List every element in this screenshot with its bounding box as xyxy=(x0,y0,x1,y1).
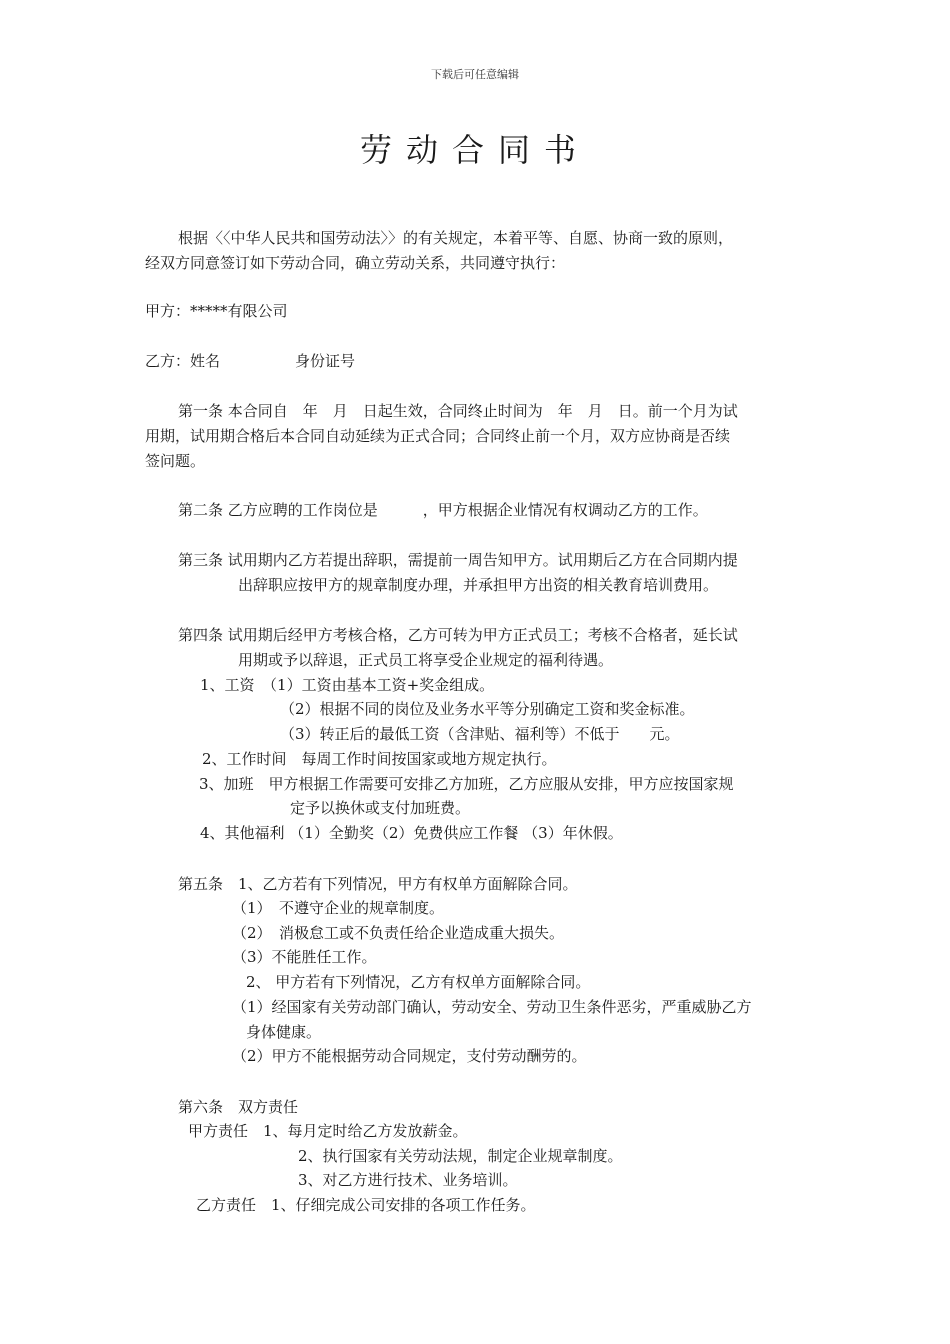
text-line: 出辞职应按甲方的规章制度办理，并承担甲方出资的相关教育培训费用。 xyxy=(238,576,719,594)
text-line: 根据〈〈中华人民共和国劳动法〉〉的有关规定，本着平等、自愿、协商一致的原则， xyxy=(178,229,734,247)
text-line: （2） 消极怠工或不负责任给企业造成重大损失。 xyxy=(232,924,565,942)
text-line: 定予以换休或支付加班费。 xyxy=(290,799,471,817)
page-header: 下载后可任意编辑 xyxy=(431,68,519,81)
text-line: 4、其他福利 （1）全勤奖（2）免费供应工作餐 （3）年休假。 xyxy=(200,824,623,842)
text-line: 甲方：*****有限公司 xyxy=(145,302,288,320)
text-line: 1、工资 （1）工资由基本工资+奖金组成。 xyxy=(200,676,495,694)
text-line: 第三条 试用期内乙方若提出辞职，需提前一周告知甲方。试用期后乙方在合同期内提 xyxy=(178,551,738,569)
text-line: 2、执行国家有关劳动法规，制定企业规章制度。 xyxy=(298,1147,623,1165)
text-line: 用期或予以辞退，正式员工将享受企业规定的福利待遇。 xyxy=(238,651,614,669)
text-line: （1） 不遵守企业的规章制度。 xyxy=(232,899,445,917)
text-line: 甲方责任 1、每月定时给乙方发放薪金。 xyxy=(188,1122,468,1140)
text-line: 第一条 本合同自 年 月 日起生效，合同终止时间为 年 月 日。前一个月为试 xyxy=(178,402,738,420)
text-line: 用期，试用期合格后本合同自动延续为正式合同；合同终止前一个月，双方应协商是否续 xyxy=(145,427,731,445)
text-line: 第四条 试用期后经甲方考核合格，乙方可转为甲方正式员工；考核不合格者，延长试 xyxy=(178,626,738,644)
text-line: 乙方：姓名 身份证号 xyxy=(145,352,356,370)
text-line: 经双方同意签订如下劳动合同，确立劳动关系，共同遵守执行： xyxy=(145,254,566,272)
text-line: 第二条 乙方应聘的工作岗位是 ，甲方根据企业情况有权调动乙方的工作。 xyxy=(178,501,708,519)
text-line: （2）甲方不能根据劳动合同规定，支付劳动酬劳的。 xyxy=(232,1047,587,1065)
text-line: （3）不能胜任工作。 xyxy=(232,948,377,966)
text-line: （1）经国家有关劳动部门确认，劳动安全、劳动卫生条件恶劣，严重威胁乙方 xyxy=(232,998,752,1016)
text-line: 身体健康。 xyxy=(246,1023,322,1041)
text-line: 3、加班 甲方根据工作需要可安排乙方加班，乙方应服从安排，甲方应按国家规 xyxy=(199,775,734,793)
text-line: （3）转正后的最低工资（含津贴、福利等）不低于 元。 xyxy=(280,725,680,743)
text-line: 2、 甲方若有下列情况，乙方有权单方面解除合同。 xyxy=(246,973,591,991)
text-line: 乙方责任 1、仔细完成公司安排的各项工作任务。 xyxy=(196,1196,536,1214)
text-line: 第五条 1、乙方若有下列情况，甲方有权单方面解除合同。 xyxy=(178,875,578,893)
text-line: 2、工作时间 每周工作时间按国家或地方规定执行。 xyxy=(202,750,557,768)
text-line: （2）根据不同的岗位及业务水平等分别确定工资和奖金标准。 xyxy=(280,700,695,718)
text-line: 第六条 双方责任 xyxy=(178,1098,299,1116)
text-line: 3、对乙方进行技术、业务培训。 xyxy=(298,1171,518,1189)
text-line: 签问题。 xyxy=(145,452,206,470)
document-title: 劳动合同书 xyxy=(359,131,590,169)
